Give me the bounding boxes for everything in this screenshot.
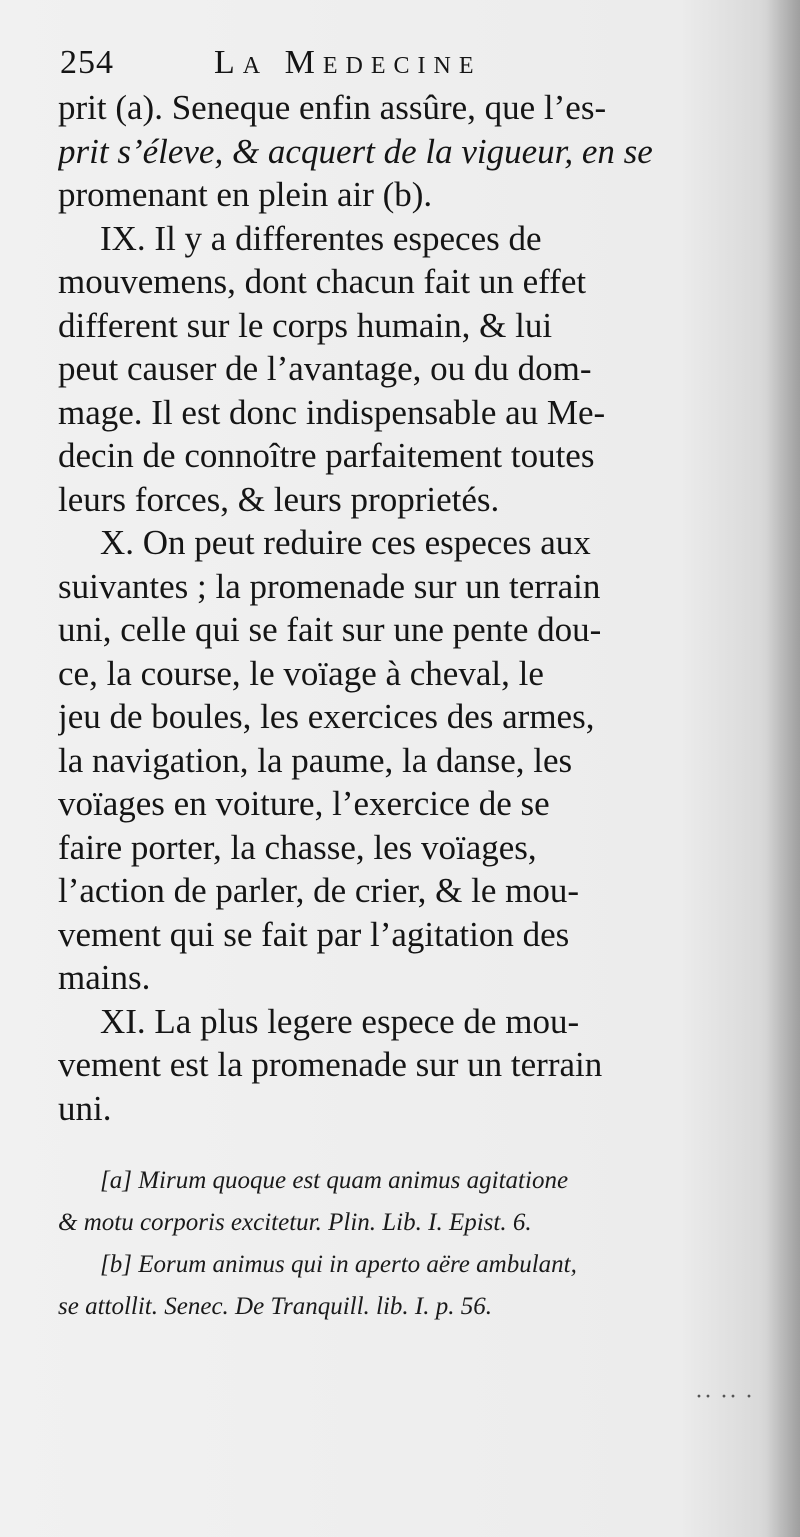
text-line: prit s’éleve, & acquert de la vigueur, en se [58,131,653,171]
text-line: l’action de parler, de crier, & le mou- [58,871,579,910]
footnote-line: & motu corporis excitetur. Plin. Lib. I. Epist. 6. [58,1209,532,1236]
page-shadow [766,0,800,1537]
footnote-line: [a] Mirum quoque est quam animus agitatione [100,1167,569,1194]
text-line: promenant en plein air (b). [58,175,433,214]
text-line: mains. [58,958,151,997]
text-line: faire porter, la chasse, les voïages, [58,827,537,867]
text-line: vement qui se fait par l’agitation des [58,914,570,954]
text-line: different sur le corps humain, & lui [58,305,553,345]
edge-mark: ·· ·· · [695,1384,754,1410]
text-line: prit (a). Seneque enfin assûre, que l’es- [58,88,607,127]
text-line: vement est la promenade sur un terrain [58,1045,603,1084]
main-text [58,86,710,1130]
text-line: voïages en voiture, l’exercice de se [58,784,550,823]
text-line: suivantes ; la promenade sur un terrain [58,566,601,606]
footnote-line: se attollit. Senec. De Tranquill. lib. I. p. 56. [58,1293,492,1320]
text-line: ce, la course, le voïage à cheval, le [58,653,544,693]
footnote-line: [b] Eorum animus qui in aperto aëre ambulant, [100,1251,577,1278]
text-line: uni. [58,1088,112,1128]
text-line: peut causer de l’avantage, ou du dom- [58,349,592,388]
page-header [60,42,620,84]
text-line: la navigation, la paume, la danse, les [58,740,573,780]
text-line: uni, celle qui se fait sur une pente dou- [58,610,602,649]
text-line: mage. Il est donc indispensable au Me- [58,392,606,432]
text-line: IX. Il y a differentes especes de [100,218,542,258]
running-head-title: La Medecine [214,44,482,81]
page-number: 254 [60,44,114,81]
text-line: jeu de boules, les exercices des armes, [58,697,595,736]
text-line: mouvemens, dont chacun fait un effet [58,262,587,301]
text-line: decin de connoître parfaitement toutes [58,436,595,475]
text-line: leurs forces, & leurs proprietés. [58,479,500,519]
text-line: X. On peut reduire ces especes aux [100,523,591,562]
text-line: XI. La plus legere espece de mou- [100,1001,580,1041]
footnotes [58,1160,718,1328]
